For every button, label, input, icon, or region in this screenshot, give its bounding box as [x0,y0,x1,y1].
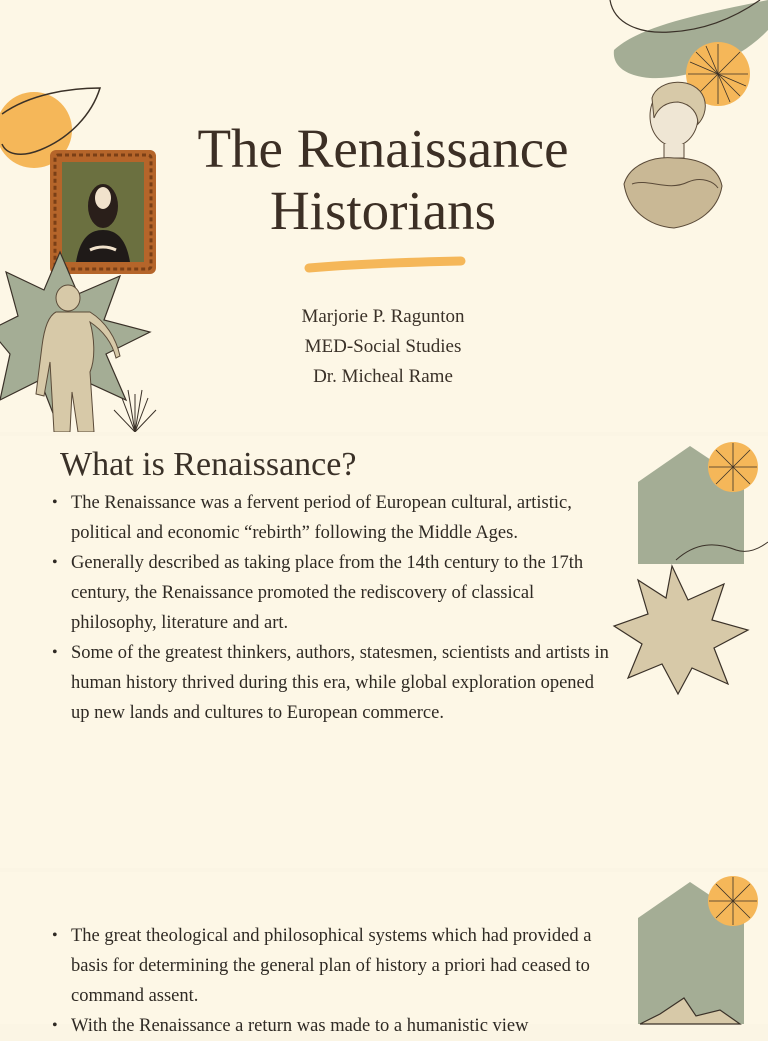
grass-icon [112,386,158,432]
title-line-2: Historians [269,180,497,241]
star-icon [640,996,740,1024]
bullet-item: • The great theological and philosophical systems which had provided a basis for determining the general plan of history a priori had ceased to command assent. [52,921,612,1011]
bust-icon [618,74,728,232]
author-name: Marjorie P. Ragunton [301,306,465,327]
bullet-item: • Some of the greatest thinkers, authors, statesmen, scientists and artists in human history thrived during this era, while global exploration opened up new lands and cultures to European commerce. [52,638,612,728]
title-slide [0,0,768,432]
bullet-item: • Generally described as taking place from the 14th century to the 17th century, the Renaissance promoted the rediscovery of classical philosophy, literature and art. [52,548,612,638]
title-underline [305,258,465,272]
bullet-list [52,921,612,1041]
author-info [230,302,536,392]
author-program: MED-Social Studies [304,336,462,357]
bullet-list [52,488,612,728]
title-line-1: The Renaissance [197,118,569,179]
presentation-title [150,118,616,242]
continuation-slide [0,872,768,1036]
star-icon [612,564,752,696]
orange-sun-icon [706,440,760,494]
statue-icon [30,282,122,432]
definition-slide [0,436,768,868]
orange-sun-icon [706,874,760,928]
section-heading: What is Renaissance? [60,446,357,483]
bullet-item: • The Renaissance was a fervent period of European cultural, artistic, political and economic “rebirth” following the Middle Ages. [52,488,612,548]
bullet-item: • With the Renaissance a return was made to a humanistic view [52,1011,612,1041]
instructor-name: Dr. Micheal Rame [313,366,453,387]
